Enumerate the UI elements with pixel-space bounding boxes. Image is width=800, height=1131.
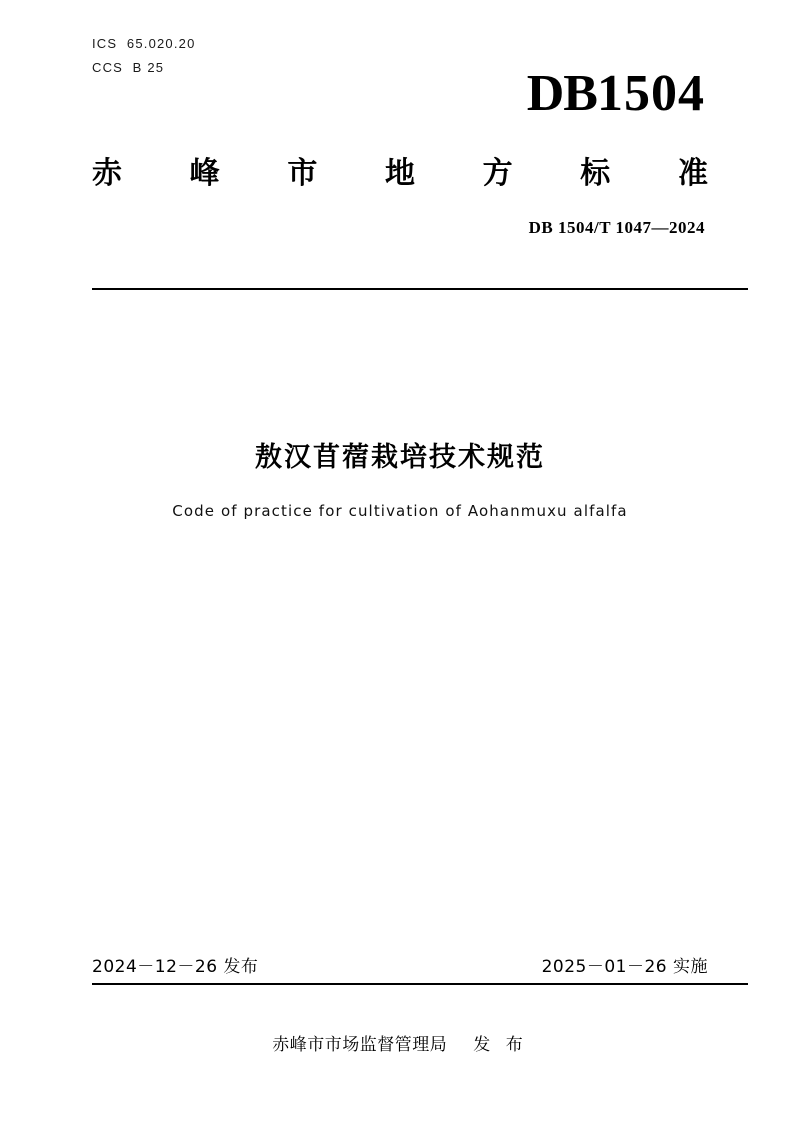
footer-dates (92, 952, 708, 977)
header-divider (92, 288, 748, 290)
standard-title-char: 市 (287, 156, 318, 191)
ccs-code: CCS B 25 (92, 60, 165, 75)
db-logo (526, 65, 705, 122)
standard-title-char: 赤 (92, 156, 122, 191)
db-logo-prefix: DB (526, 65, 597, 122)
issue-date: 2024－12－26 发布 (92, 957, 259, 977)
publisher-name: 赤峰市市场监督管理局 (272, 1035, 448, 1055)
publisher-line (0, 1030, 800, 1055)
standard-title-char: 峰 (189, 156, 220, 191)
classification-header (92, 32, 196, 80)
standard-title-char: 标 (580, 156, 611, 191)
effective-date: 2025－01－26 实施 (541, 957, 708, 977)
ics-code: ICS 65.020.20 (92, 36, 196, 51)
standard-title-char: 准 (677, 156, 708, 191)
db-logo-number: 1504 (597, 65, 705, 122)
standard-title (92, 148, 708, 192)
document-title-cn: 敖汉苜蓿栽培技术规范 (255, 442, 545, 473)
standard-title-char: 方 (482, 156, 513, 191)
footer-divider (92, 983, 748, 985)
standard-code: DB 1504/T 1047—2024 (528, 218, 705, 237)
standard-title-char: 地 (384, 156, 415, 191)
publisher-action: 发 布 (473, 1035, 528, 1055)
document-title-en: Code of practice for cultivation of Aohanmuxu alfalfa (172, 502, 628, 520)
